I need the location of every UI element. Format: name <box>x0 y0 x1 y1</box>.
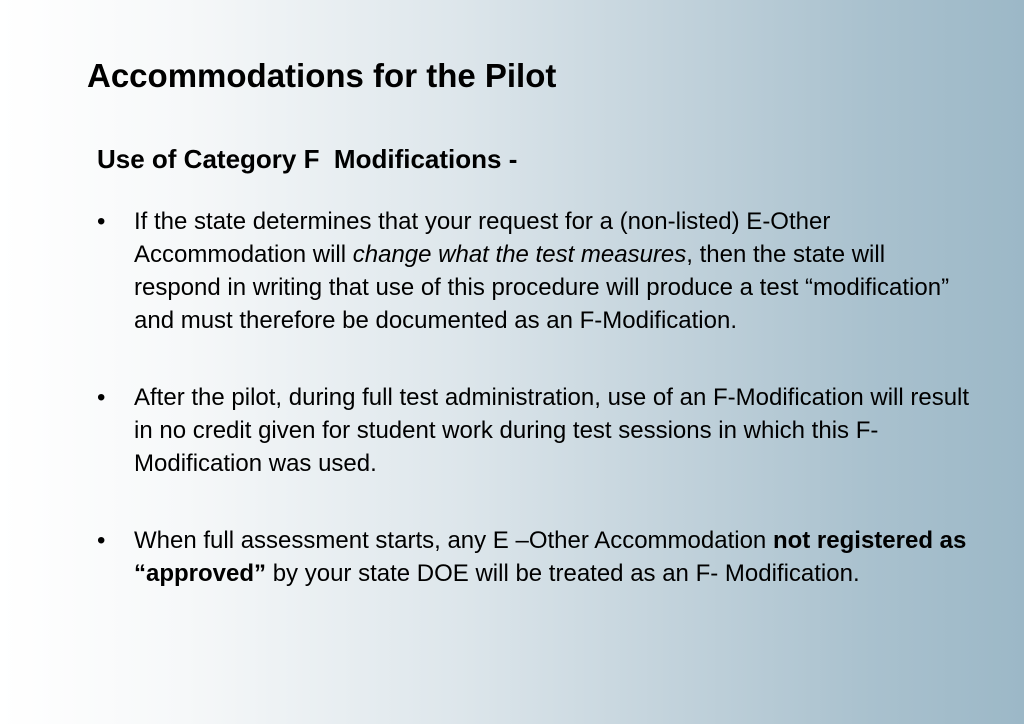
bullet-text: by your state DOE will be treated as an F- Modification. <box>266 560 860 587</box>
bullet-list <box>97 205 977 590</box>
bullet-item-after-pilot <box>97 381 977 480</box>
bullet-text: If the state determines that your request for a (non-listed) E-Other Accommodation will <box>134 208 831 268</box>
bullet-marker: • <box>97 208 106 235</box>
bullet-item-full-assessment <box>97 524 977 590</box>
bullet-text: When full assessment starts, any E –Other Accommodation <box>134 527 773 554</box>
bullet-emphasis: change what the test measures <box>352 241 687 268</box>
bullet-marker: • <box>97 384 106 411</box>
slide-subtitle: Use of Category F Modifications - <box>97 144 518 174</box>
bullet-text: , then the state will respond in writing that use of this procedure will produce a test “modification” and must therefore be documented as an F-Modification. <box>134 241 950 334</box>
bullet-text: After the pilot, during full test administration, use of an F-Modification will result in no credit given for student work during test sessions in which this F-Modification was used. <box>134 384 970 477</box>
bullet-marker: • <box>97 527 106 554</box>
bullet-item-state-determines <box>97 205 977 337</box>
slide-title: Accommodations for the Pilot <box>87 57 557 94</box>
bullet-emphasis: not registered as “approved” <box>134 527 967 587</box>
